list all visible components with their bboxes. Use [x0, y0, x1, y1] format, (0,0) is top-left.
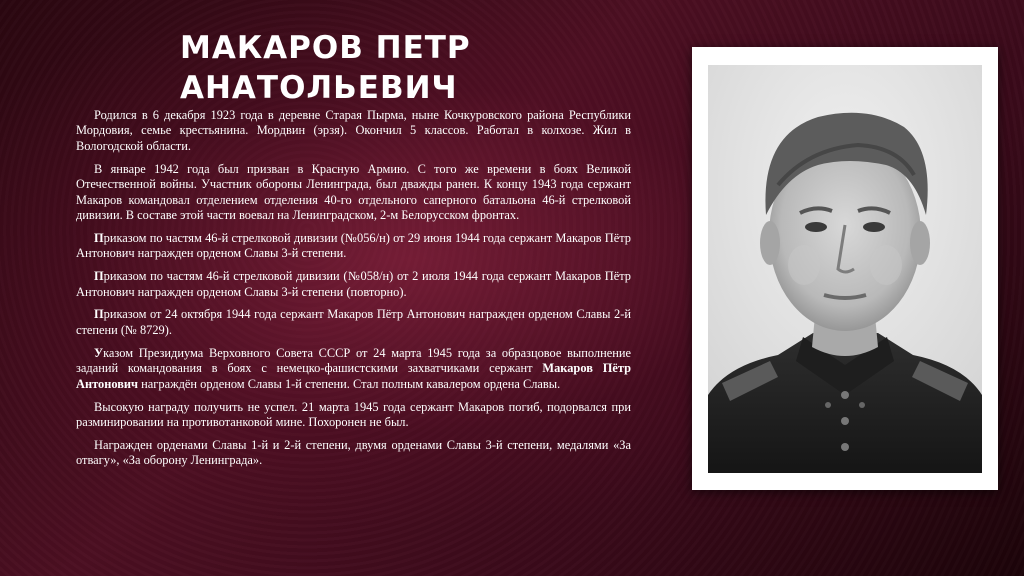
- bio-paragraph-decree: [76, 346, 631, 392]
- paragraph-lead-letter: П: [94, 307, 104, 322]
- portrait-illustration: [708, 65, 982, 473]
- bio-paragraph-death: Высокую награду получить не успел. 21 марта 1945 года сержант Макаров погиб, подорвался при разминировании на противотанковой мине. Похоронен не был.: [76, 399, 631, 429]
- paragraph-text: риказом по частям 46-й стрелковой дивизии (№056/н) от 29 июня 1944 года сержант Макаров Пётр Антонович награжден орденом Славы 3-й степени.: [76, 230, 631, 261]
- bio-paragraph-order-2: [76, 269, 631, 300]
- bio-paragraph-order-1: [76, 231, 631, 262]
- paragraph-text: риказом от 24 октября 1944 года сержант Макаров Пётр Антонович награжден орденом Славы 2-й степени (№ 8729).: [76, 307, 631, 337]
- paragraph-text: награждён орденом Славы 1-й степени. Стал полным кавалером ордена Славы.: [138, 376, 561, 391]
- paragraph-lead-letter: П: [94, 269, 104, 284]
- title-line-2: АНАТОЛЬЕВИЧ: [180, 70, 458, 106]
- bio-paragraph-birth: Родился в 6 декабря 1923 года в деревне Старая Пырма, ныне Кочкуровского района Республики Мордовия, семье крестьянина. Мордвин (эрзя). Окончил 5 классов. Работал в колхозе. Жил в Вологодской области.: [76, 108, 631, 153]
- title-line-1: МАКАРОВ ПЕТР: [180, 30, 471, 66]
- portrait-photo: [708, 65, 982, 473]
- page-title: [180, 28, 650, 108]
- paragraph-lead-letter: П: [94, 230, 104, 245]
- biography-text: [76, 108, 631, 476]
- paragraph-text: казом Президиума Верховного Совета СССР от 24 марта 1945 года за образцовое выполнение заданий командования в боях с немецко-фашистскими захватчиками сержант: [76, 345, 631, 376]
- bio-paragraph-order-3: [76, 307, 631, 338]
- paragraph-text: риказом по частям 46-й стрелковой дивизии (№058/н) от 2 июля 1944 года сержант Макаров Пётр Антонович награжден орденом Славы 3-й степени (повторно).: [76, 269, 631, 299]
- bio-paragraph-awards: Награжден орденами Славы 1-й и 2-й степени, двумя орденами Славы 3-й степени, медалями «За отвагу», «За оборону Ленинграда».: [76, 437, 631, 468]
- paragraph-lead-letter: У: [94, 345, 104, 360]
- portrait-frame: [692, 47, 998, 490]
- bio-paragraph-service: В январе 1942 года был призван в Красную Армию. С того же времени в боях Великой Отечественной войны. Участник обороны Ленинграда, был дважды ранен. К концу 1943 года сержант Макаров командовал отделением отделения 40-го отдельного саперного батальона 46-й стрелковой дивизии. В составе этой части воевал на Ленинградском, 2-м Белорусском фронтах.: [76, 161, 631, 222]
- highlighted-name: Макаров Пётр Антонович: [76, 361, 632, 391]
